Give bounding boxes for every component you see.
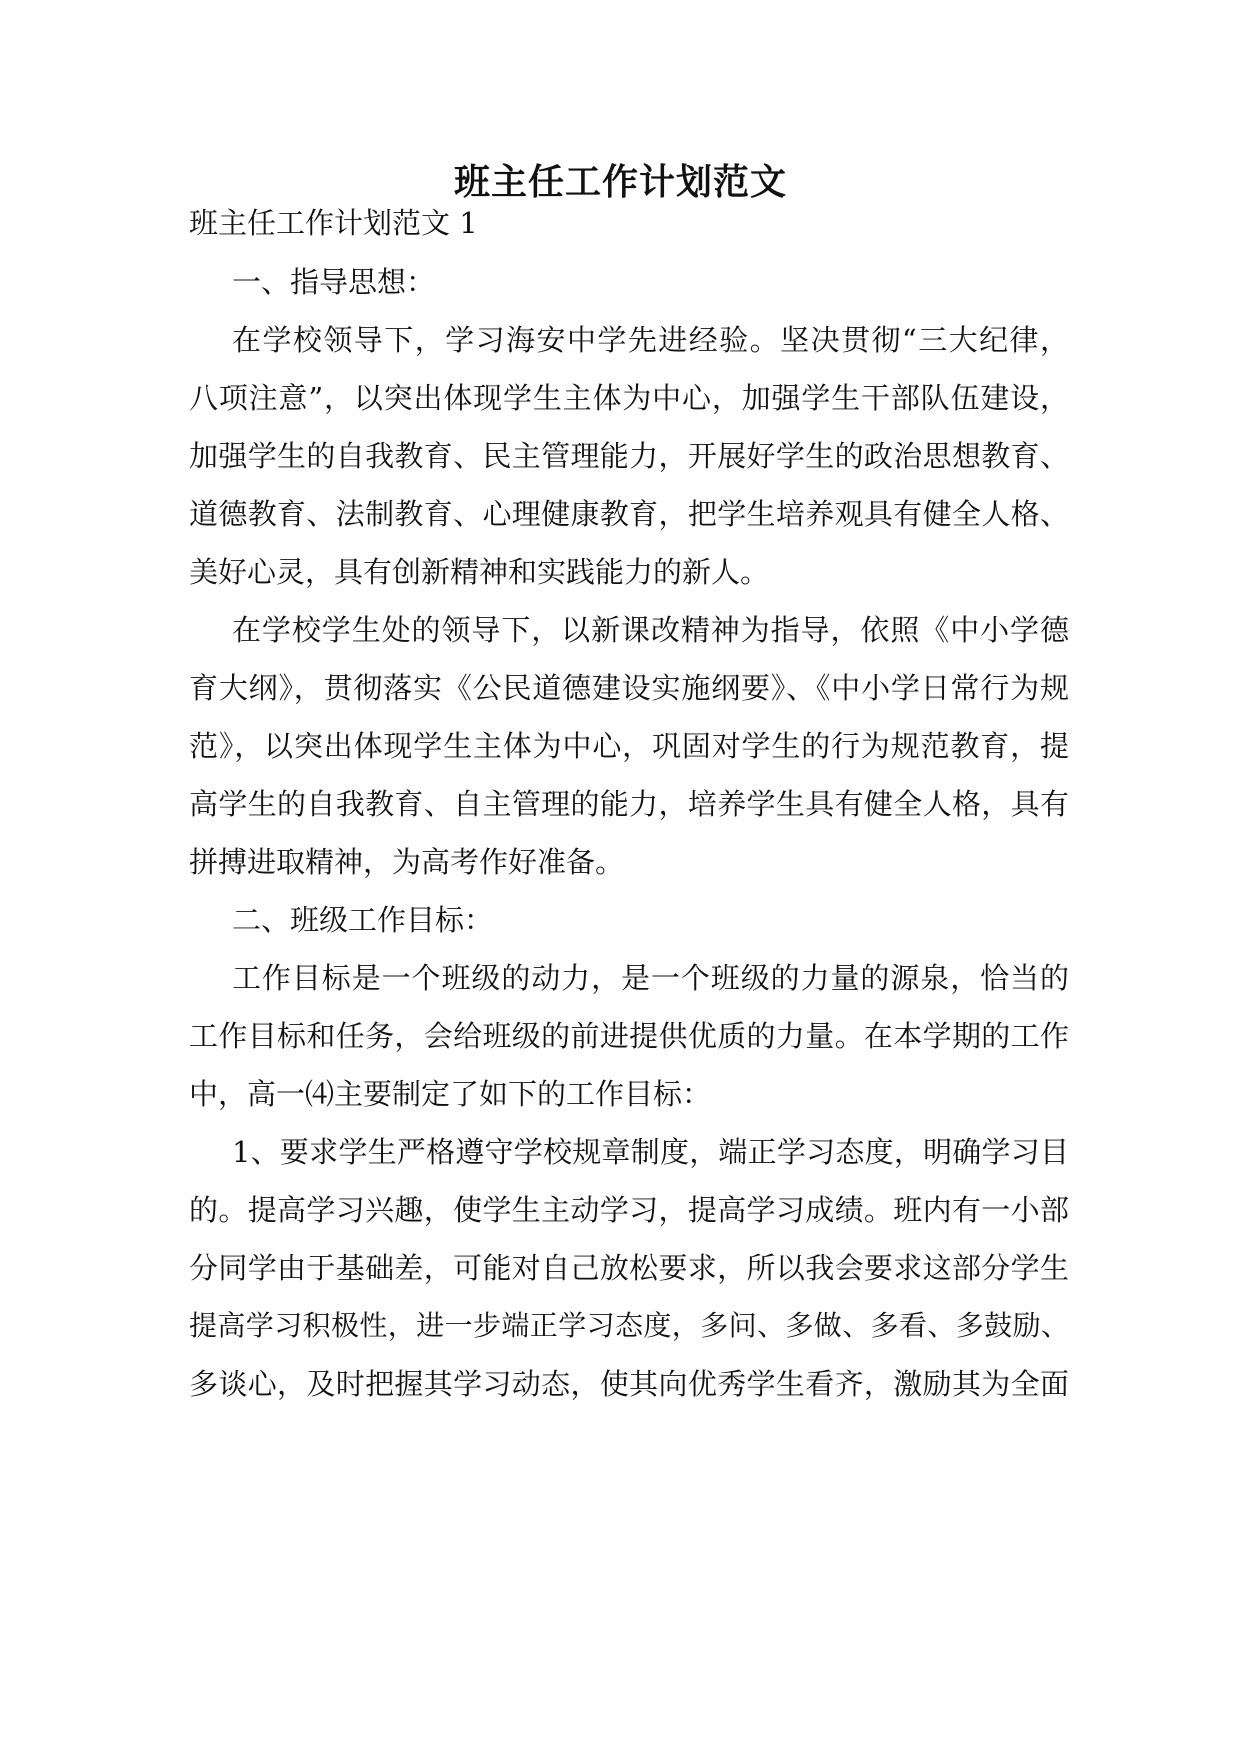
- paragraph-line: 的。提高学习兴趣，使学生主动学习，提高学习成绩。班内有一小部: [189, 1193, 1069, 1227]
- paragraph-line: 在学校学生处的领导下，以新课改精神为指导，依照《中小学德: [232, 613, 1069, 647]
- document-title: 班主任工作计划范文: [453, 161, 787, 203]
- paragraph-line: 在学校领导下，学习海安中学先进经验。坚决贯彻“三大纪律，: [232, 323, 1069, 357]
- paragraph-line: 八项注意”，以突出体现学生主体为中心，加强学生干部队伍建设，: [189, 381, 1069, 415]
- paragraph-line: 分同学由于基础差，可能对自己放松要求，所以我会要求这部分学生: [189, 1251, 1069, 1285]
- paragraph-line: 育大纲》，贯彻落实《公民道德建设实施纲要》、《中小学日常行为规: [189, 671, 1069, 705]
- section-heading-guiding-ideology: 一、指导思想：: [232, 265, 436, 299]
- paragraph-line: 中，高一⑷主要制定了如下的工作目标：: [189, 1077, 712, 1111]
- document-subtitle: 班主任工作计划范文 1: [189, 206, 478, 240]
- paragraph-line: 高学生的自我教育、自主管理的能力，培养学生具有健全人格，具有: [189, 787, 1069, 821]
- paragraph-line: 加强学生的自我教育、民主管理能力，开展好学生的政治思想教育、: [189, 439, 1069, 473]
- paragraph-line: 范》，以突出体现学生主体为中心，巩固对学生的行为规范教育，提: [189, 729, 1069, 763]
- paragraph-line: 多谈心，及时把握其学习动态，使其向优秀学生看齐，激励其为全面: [189, 1367, 1069, 1401]
- paragraph-line: 道德教育、法制教育、心理健康教育，把学生培养观具有健全人格、: [189, 497, 1069, 531]
- section-heading-class-goals: 二、班级工作目标：: [232, 903, 494, 937]
- paragraph-line: 美好心灵，具有创新精神和实践能力的新人。: [189, 555, 770, 589]
- paragraph-line: 提高学习积极性，进一步端正学习态度，多问、多做、多看、多鼓励、: [189, 1309, 1069, 1342]
- paragraph-line: 拼搏进取精神，为高考作好准备。: [189, 845, 625, 879]
- paragraph-line: 工作目标是一个班级的动力，是一个班级的力量的源泉，恰当的: [232, 961, 1069, 995]
- paragraph-line: 工作目标和任务，会给班级的前进提供优质的力量。在本学期的工作: [189, 1019, 1069, 1053]
- paragraph-line: 1、要求学生严格遵守学校规章制度，端正学习态度，明确学习目: [232, 1135, 1069, 1169]
